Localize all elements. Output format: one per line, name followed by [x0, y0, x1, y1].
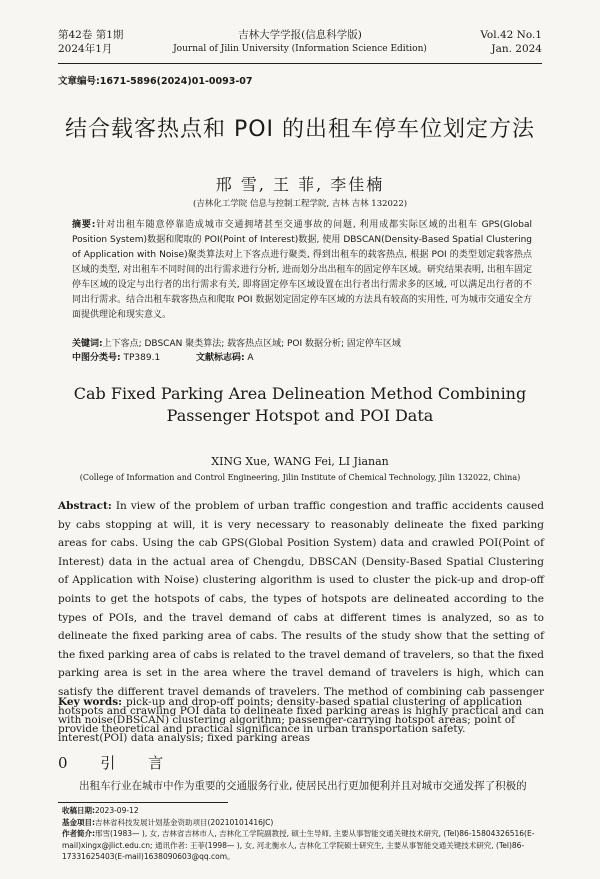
footnote-rule [58, 802, 228, 803]
section-title: 引 言 [100, 754, 178, 772]
article-number: 文章编号:1671-5896(2024)01-0093-07 [58, 76, 253, 87]
affiliation-en: (College of Information and Control Engineering, Jilin Institute of Chemical Technology, Jilin 132022, China) [79, 473, 521, 482]
fund-label: 基金项目: [62, 817, 95, 827]
title-en-line2: Passenger Hotspot and POI Data [166, 406, 434, 425]
header-rule [58, 63, 542, 64]
section-number: 0 [58, 754, 82, 772]
footnote-received [62, 805, 544, 817]
header-volume-cn: 第42卷 第1期 [58, 29, 124, 41]
clc-value: TP389.1 [123, 353, 161, 363]
running-header [58, 28, 542, 64]
footnote-fund [62, 817, 544, 829]
keywords-en-label: Key words: [58, 696, 123, 708]
header-journal-name [58, 28, 542, 56]
header-volume-en [480, 28, 542, 56]
header-journal-cn: 吉林大学学报(信息科学版) [238, 29, 362, 41]
keywords-cn-label: 关键词: [72, 339, 103, 349]
keywords-en-text: pick-up and drop-off points; density-based spatial clustering of application with noise(DBSCAN) clustering algorithm; passenger-carrying hotspot areas; point of interest(POI) data analysis; fixed parking areas [58, 696, 523, 744]
section-heading [58, 752, 177, 773]
classification-cn [72, 351, 254, 365]
title-en-line1: Cab Fixed Parking Area Delineation Method Combining [73, 384, 527, 403]
header-vol-no: Vol.42 No.1 [480, 29, 542, 41]
header-date-en: Jan. 2024 [491, 43, 542, 55]
header-date-cn: 2024年1月 [58, 43, 113, 55]
abstract-cn [72, 218, 532, 323]
abstract-cn-text: 针对出租车随意停靠造成城市交通拥堵甚至交通事故的问题, 利用成都实际区域的出租车 GPS(Global Position System)数据和爬取的 POI(Point of Interest)数据, 使用 DBSCAN(Density-Based Spatial Clustering of Application with Noise)聚类算法对上下客点进行聚类, 得到出租车的载客热点, 根据 POI 的类型划定载客热点区域的类型, 对出租车不同时间的出行需求进行分析, 进而划分出出租车的固定停车区域。研究结果表明, 出租车固定停车区域的设定与出行者的出行需求有关, 即将固定停车区域设置在出行者出行需求多的区域, 可以满足出行者的不同出行需求。结合出租车载客热点和爬取 POI 数据划定固定停车区域的方法具有较高的实用性, 可为城市交通安全方面提供理论和现实意义。 [72, 220, 532, 320]
authors-en: XING Xue, WANG Fei, LI Jianan [211, 455, 389, 468]
abstract-en-label: Abstract: [58, 500, 112, 512]
received-value: 2023-09-12 [95, 806, 139, 815]
author-bio-label: 作者简介: [62, 829, 95, 838]
keywords-cn-text: 上下客点; DBSCAN 聚类算法; 载客热点区域; POI 数据分析; 固定停车区域 [102, 339, 401, 349]
header-journal-en: Journal of Jilin University (Information Science Edition) [173, 44, 427, 54]
intro-paragraph: 出租车行业在城市中作为重要的交通服务行业, 使居民出行更加便利并且对城市交通发挥了积极的 [79, 780, 527, 792]
fund-value: 吉林省科技发展计划基金资助项目(20210101416JC) [95, 817, 274, 827]
abstract-en-text: In view of the problem of urban traffic congestion and traffic accidents caused by cabs stopping at will, it is very necessary to reasonably delineate the fixed parking areas for cabs. Using the cab GPS(Global Position System) data and crawled POI(Point of Interest) data in the actual area of Chengdu, DBSCAN (Density-Based Spatial Clustering of Application with Noise) clustering algorithm is used to cluster the pick-up and drop-off points to get the hotspots of cabs, the types of hotspots are delineated according to the types of POIs, and the travel demand of cabs at different times is analyzed, so as to delineate the fixed parking area of cabs. The results of the study show that the setting of the fixed parking area of cabs is related to the travel demand of travelers, so that the fixed parking area is set in the area where the travel demand of travelers is high, which can satisfy the different travel demands of travelers. The method of combining cab passenger hotspots and crawling POI data to delineate fixed parking areas is highly practical and can provide theoretical and practical significance in urban transportation safety. [58, 500, 544, 736]
footnote-author [62, 828, 544, 863]
affiliation-cn: (吉林化工学院 信息与控制工程学院, 吉林 吉林 132022) [192, 199, 408, 209]
author-bio-value: 邢雪(1983— ), 女, 吉林省吉林市人, 吉林化工学院副教授, 硕士生导师, 主要从事智能交通关键技术研究, (Tel)86-15804326516(E-mail)xingx@jlict.edu.cn; 通讯作者: 王菲(1998— ), 女, 河北衡水人, 吉林化工学院硕士研究生, 主要从事智能交通关键技术研究, (Tel)86-17331625403(E-mail)1638090603@qq.com。 [62, 829, 535, 861]
keywords-en [58, 693, 544, 747]
clc-label: 中图分类号: [72, 353, 121, 363]
title-en [0, 383, 600, 427]
title-cn: 结合载客热点和 POI 的出租车停车位划定方法 [64, 117, 536, 142]
received-label: 收稿日期: [62, 806, 95, 815]
keywords-cn [72, 337, 532, 351]
doc-code-label: 文献标志码: [195, 353, 245, 363]
doc-code-value: A [247, 353, 254, 363]
footnotes [62, 805, 544, 863]
abstract-cn-label: 摘要: [72, 220, 96, 230]
authors-cn: 邢 雪, 王 菲, 李佳楠 [215, 175, 385, 194]
